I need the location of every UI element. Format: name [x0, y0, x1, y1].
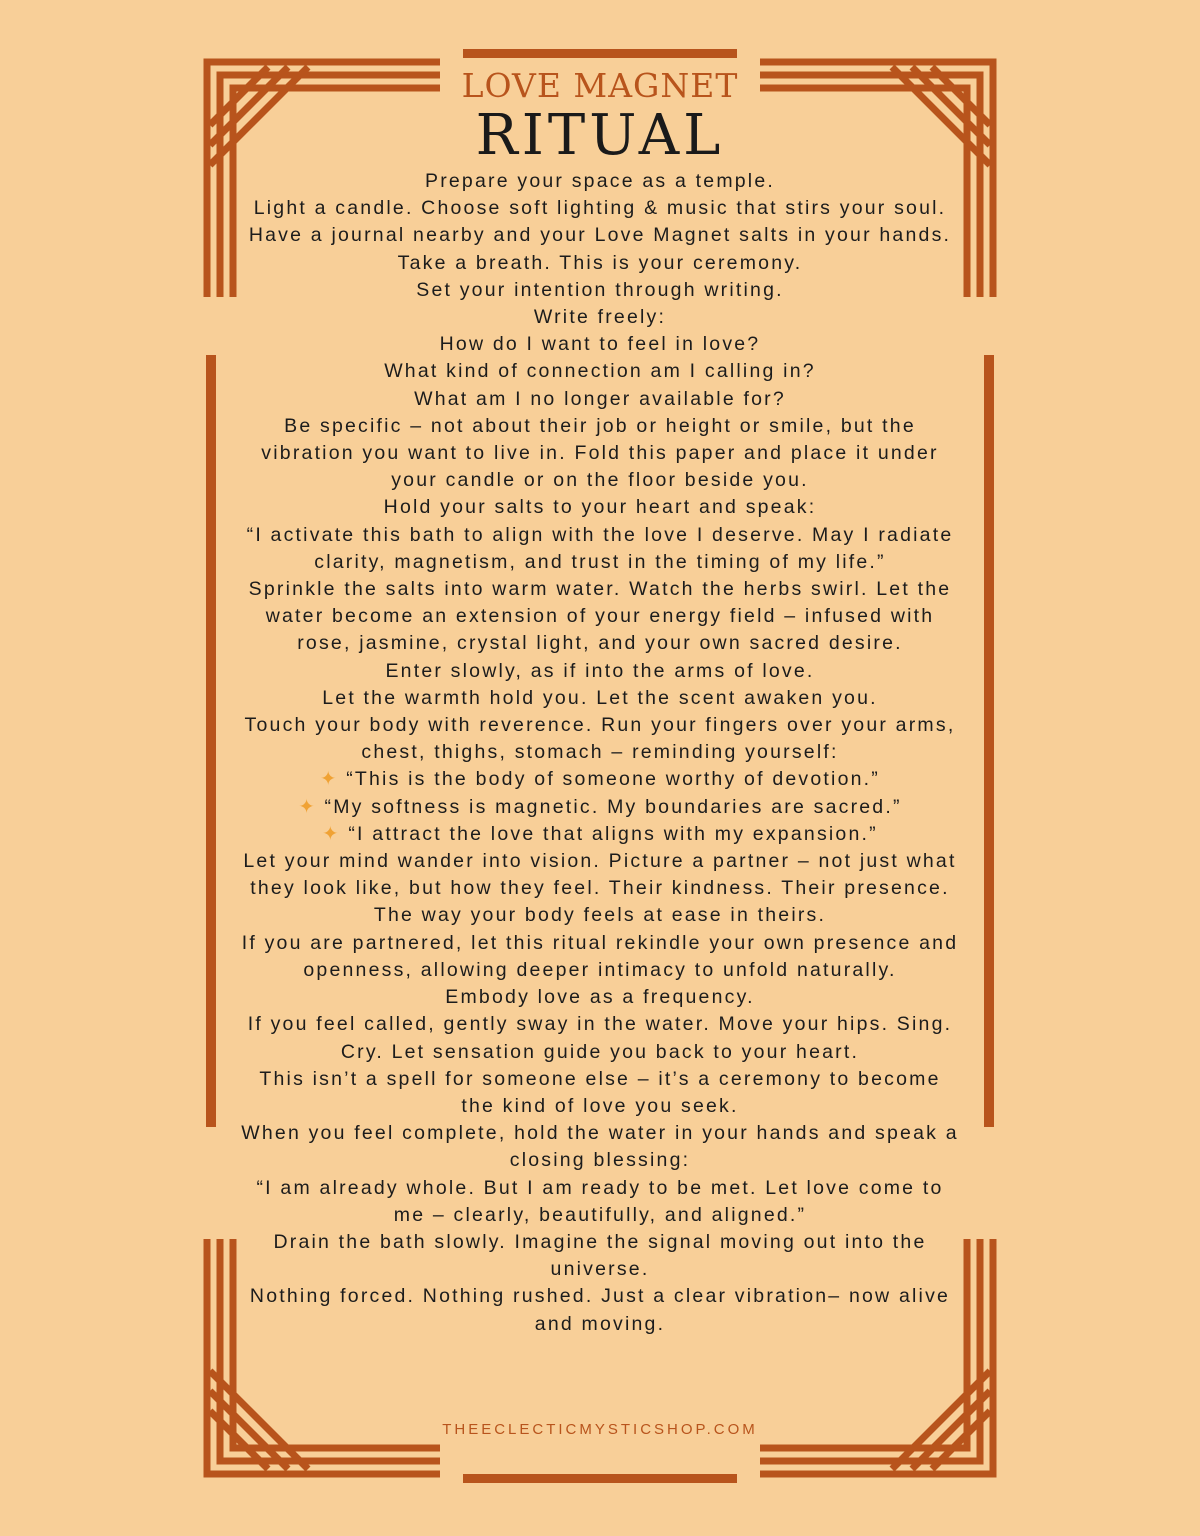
right-side-bar	[984, 355, 994, 1127]
website-footer: THEECLECTICMYSTICSHOP.COM	[442, 1421, 758, 1438]
paragraph: Let your mind wander into vision. Picture a partner – not just what they look like, but how they feel. Their kindness. Their presence. The way your body feels at ease in theirs.	[243, 850, 957, 927]
paragraph: “I activate this bath to align with the love I deserve. May I radiate clarity, magnetism, and trust in the timing of my life.”	[246, 523, 954, 573]
paragraph: If you feel called, gently sway in the water. Move your hips. Sing. Cry. Let sensation guide you back to your heart.	[247, 1013, 953, 1063]
paragraph: Write freely:	[533, 306, 667, 329]
paragraph: Hold your salts to your heart and speak:	[383, 496, 817, 519]
paragraph: Enter slowly, as if into the arms of love.	[385, 659, 815, 682]
paragraph: Let the warmth hold you. Let the scent awaken you.	[322, 686, 878, 709]
left-side-bar	[206, 355, 216, 1127]
paragraph: Drain the bath slowly. Imagine the signal moving out into the universe.	[273, 1230, 927, 1281]
page-title: RITUAL	[475, 103, 725, 168]
paragraph: This isn’t a spell for someone else – it’s a ceremony to become the kind of love you seek.	[259, 1067, 941, 1117]
paragraph: When you feel complete, hold the water in your hands and speak a closing blessing:	[241, 1122, 959, 1172]
affirmation-line	[240, 766, 960, 793]
paragraph: Embody love as a frequency.	[445, 986, 755, 1009]
paragraph: Touch your body with reverence. Run your fingers over your arms, chest, thighs, stomach – reminding yourself:	[244, 714, 956, 764]
bottom-bar	[463, 1474, 737, 1483]
paragraph: What am I no longer available for?	[414, 387, 786, 410]
paragraph: If you are partnered, let this ritual rekindle your own presence and openness, allowing deeper intimacy to unfold naturally.	[241, 931, 959, 981]
paragraph: What kind of connection am I calling in?	[384, 360, 816, 383]
affirmation-text: “I attract the love that aligns with my expansion.”	[348, 822, 878, 845]
sparkle-icon: ✦	[298, 795, 317, 818]
ritual-body	[240, 168, 960, 1338]
affirmation-line	[240, 794, 960, 821]
paragraph: Set your intention through writing.	[416, 278, 784, 301]
paragraph: How do I want to feel in love?	[439, 333, 761, 356]
paragraph: Light a candle. Choose soft lighting & music that stirs your soul.	[253, 197, 947, 220]
paragraph: Sprinkle the salts into warm water. Watch the herbs swirl. Let the water become an extension of your energy field – infused with rose, jasmine, crystal light, and your own sacred desire.	[248, 578, 952, 655]
affirmation-text: “This is the body of someone worthy of devotion.”	[346, 768, 880, 791]
paragraph: Prepare your space as a temple.	[424, 170, 776, 192]
top-bar	[463, 49, 737, 58]
sparkle-icon: ✦	[322, 822, 341, 845]
subtitle: LOVE MAGNET	[461, 66, 739, 105]
affirmation-text: “My softness is magnetic. My boundaries are sacred.”	[324, 795, 902, 818]
sparkle-icon: ✦	[320, 768, 339, 791]
affirmation-line	[240, 821, 960, 848]
paragraph: “I am already whole. But I am ready to be met. Let love come to me – clearly, beautifully, and aligned.”	[256, 1176, 944, 1226]
paragraph: Be specific – not about their job or height or smile, but the vibration you want to live in. Fold this paper and place it under your candle or on the floor beside you.	[261, 414, 939, 492]
title-block	[0, 62, 1200, 166]
paragraph: Have a journal nearby and your Love Magnet salts in your hands. Take a breath. This is your ceremony.	[248, 224, 952, 274]
paragraph: Nothing forced. Nothing rushed. Just a clear vibration– now alive and moving.	[249, 1285, 951, 1335]
